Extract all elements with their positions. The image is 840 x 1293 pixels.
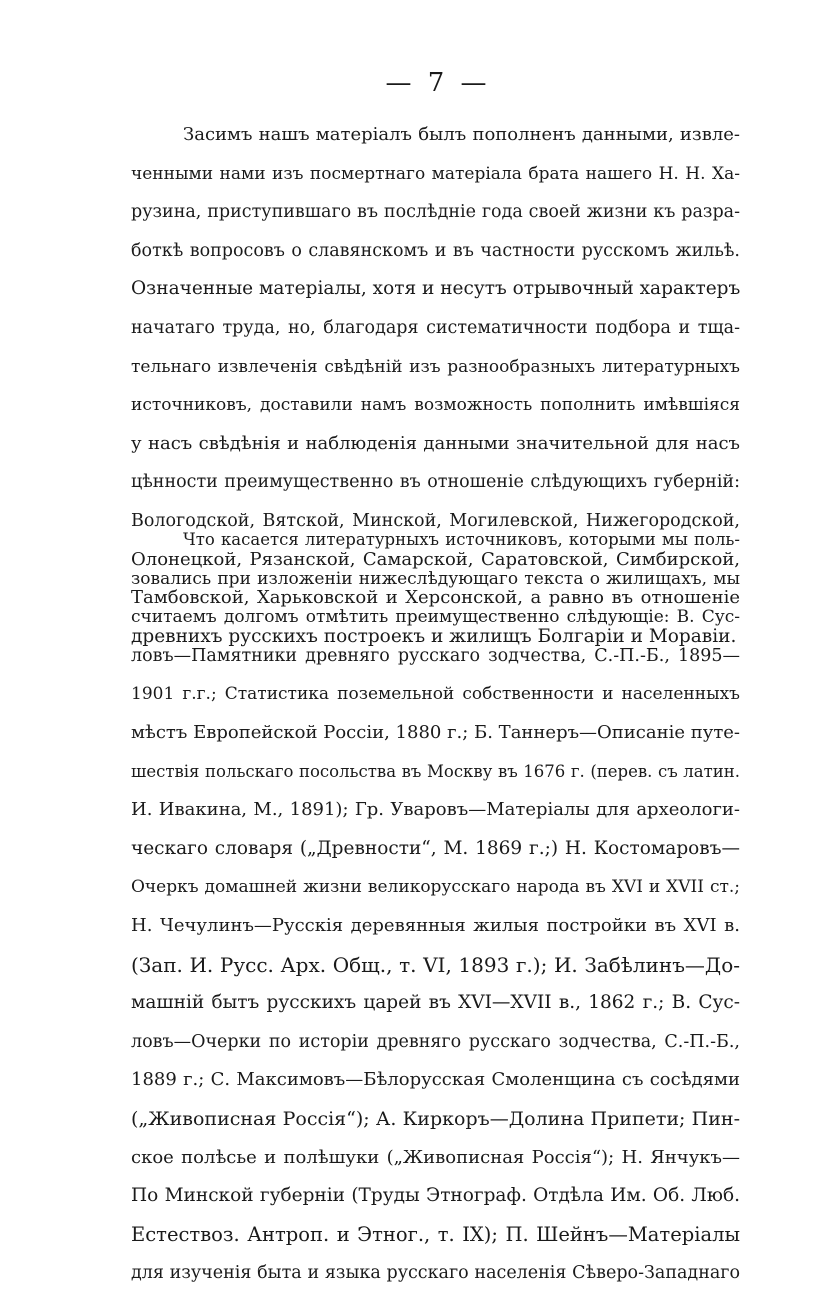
text-line: мѣстъ Европейской Россіи, 1880 г.; Б. Таннеръ—Описаніе путе- xyxy=(131,721,740,743)
text-line: Олонецкой, Рязанской, Самарской, Саратовской, Симбирской, xyxy=(131,548,740,570)
text-line: древнихъ русскихъ построекъ и жилищъ Болгаріи и Моравіи. xyxy=(131,625,737,647)
text-line: Тамбовской, Харьковской и Херсонской, а равно въ отношеніе xyxy=(131,587,740,609)
text-line: По Минской губерніи (Труды Этнограф. Отдѣла Им. Об. Люб. xyxy=(131,1185,740,1207)
text-line: машній бытъ русскихъ царей въ XVI—XVII в., 1862 г.; В. Сус- xyxy=(131,992,740,1014)
text-line: начатаго труда, но, благодаря систематичности подбора и тща- xyxy=(131,317,740,338)
text-line: ческаго словаря („Древности“, М. 1869 г.;) Н. Костомаровъ— xyxy=(131,837,740,859)
text-line: шествія польскаго посольства въ Москву въ 1676 г. (перев. съ латин. xyxy=(131,761,740,781)
text-line: Что касается литературныхъ источниковъ, которыми мы поль- xyxy=(183,530,740,549)
text-line: тельнаго извлеченія свѣдѣній изъ разнообразныхъ литературныхъ xyxy=(131,356,740,377)
text-line: для изученія быта и языка русскаго населенія Сѣверо-Западнаго xyxy=(131,1263,740,1284)
text-line: Естествоз. Антроп. и Этног., т. IX); П. Шейнъ—Матеріалы xyxy=(131,1222,740,1246)
text-line: боткѣ вопросовъ о славянскомъ и въ частности русскомъ жильѣ. xyxy=(131,240,740,261)
text-line: (Зап. И. Русс. Арх. Общ., т. VI, 1893 г.); И. Забѣлинъ—До- xyxy=(131,952,740,977)
text-line: 1901 г.г.; Статистика поземельной собственности и населенныхъ xyxy=(131,684,740,705)
text-line: 1889 г.; С. Максимовъ—Бѣлорусская Смоленщина съ сосѣдями xyxy=(131,1069,740,1091)
text-line: зовались при изложеніи нижеслѣдующаго текста о жилищахъ, мы xyxy=(131,568,740,589)
text-line: у насъ свѣдѣнія и наблюденія данными значительной для насъ xyxy=(131,432,740,454)
page-number: — 7 — xyxy=(385,68,491,98)
text-line: И. Ивакина, М., 1891); Гр. Уваровъ—Матеріалы для археологи- xyxy=(131,799,740,821)
paragraph-2 xyxy=(131,521,740,1293)
text-line: Н. Чечулинъ—Русскія деревянныя жилыя постройки въ XVI в. xyxy=(131,914,740,936)
text-line: считаемъ долгомъ отмѣтить преимущественно слѣдующіе: В. Сус- xyxy=(131,607,740,628)
text-line: ловъ—Памятники древняго русскаго зодчества, С.-П.-Б., 1895— xyxy=(131,645,740,666)
text-line: („Живописная Россія“); А. Киркоръ—Долина Припети; Пин- xyxy=(131,1107,740,1130)
text-line: ченными нами изъ посмертнаго матеріала брата нашего Н. Н. Ха- xyxy=(131,163,740,184)
text-line: Означенные матеріалы, хотя и несутъ отрывочный характеръ xyxy=(131,278,740,300)
text-line: ловъ—Очерки по исторіи древняго русскаго зодчества, С.-П.-Б., xyxy=(131,1031,740,1052)
text-line: цѣнности преимущественно въ отношеніе слѣдующихъ губерній: xyxy=(131,472,740,493)
text-line: источниковъ, доставили намъ возможность пополнить имѣвшіяся xyxy=(131,395,740,416)
text-line: Очеркъ домашней жизни великорусскаго народа въ XVI и XVII ст.; xyxy=(131,877,740,898)
text-line: Засимъ нашъ матеріалъ былъ пополненъ данными, извле- xyxy=(183,124,740,145)
text-line: рузина, приступившаго въ послѣдніе года своей жизни къ разра- xyxy=(131,202,740,223)
text-line: ское полѣсье и полѣшуки („Живописная Россія“); Н. Янчукъ— xyxy=(131,1146,740,1168)
text-line: Вологодской, Вятской, Минской, Могилевской, Нижегородской, xyxy=(131,510,740,531)
